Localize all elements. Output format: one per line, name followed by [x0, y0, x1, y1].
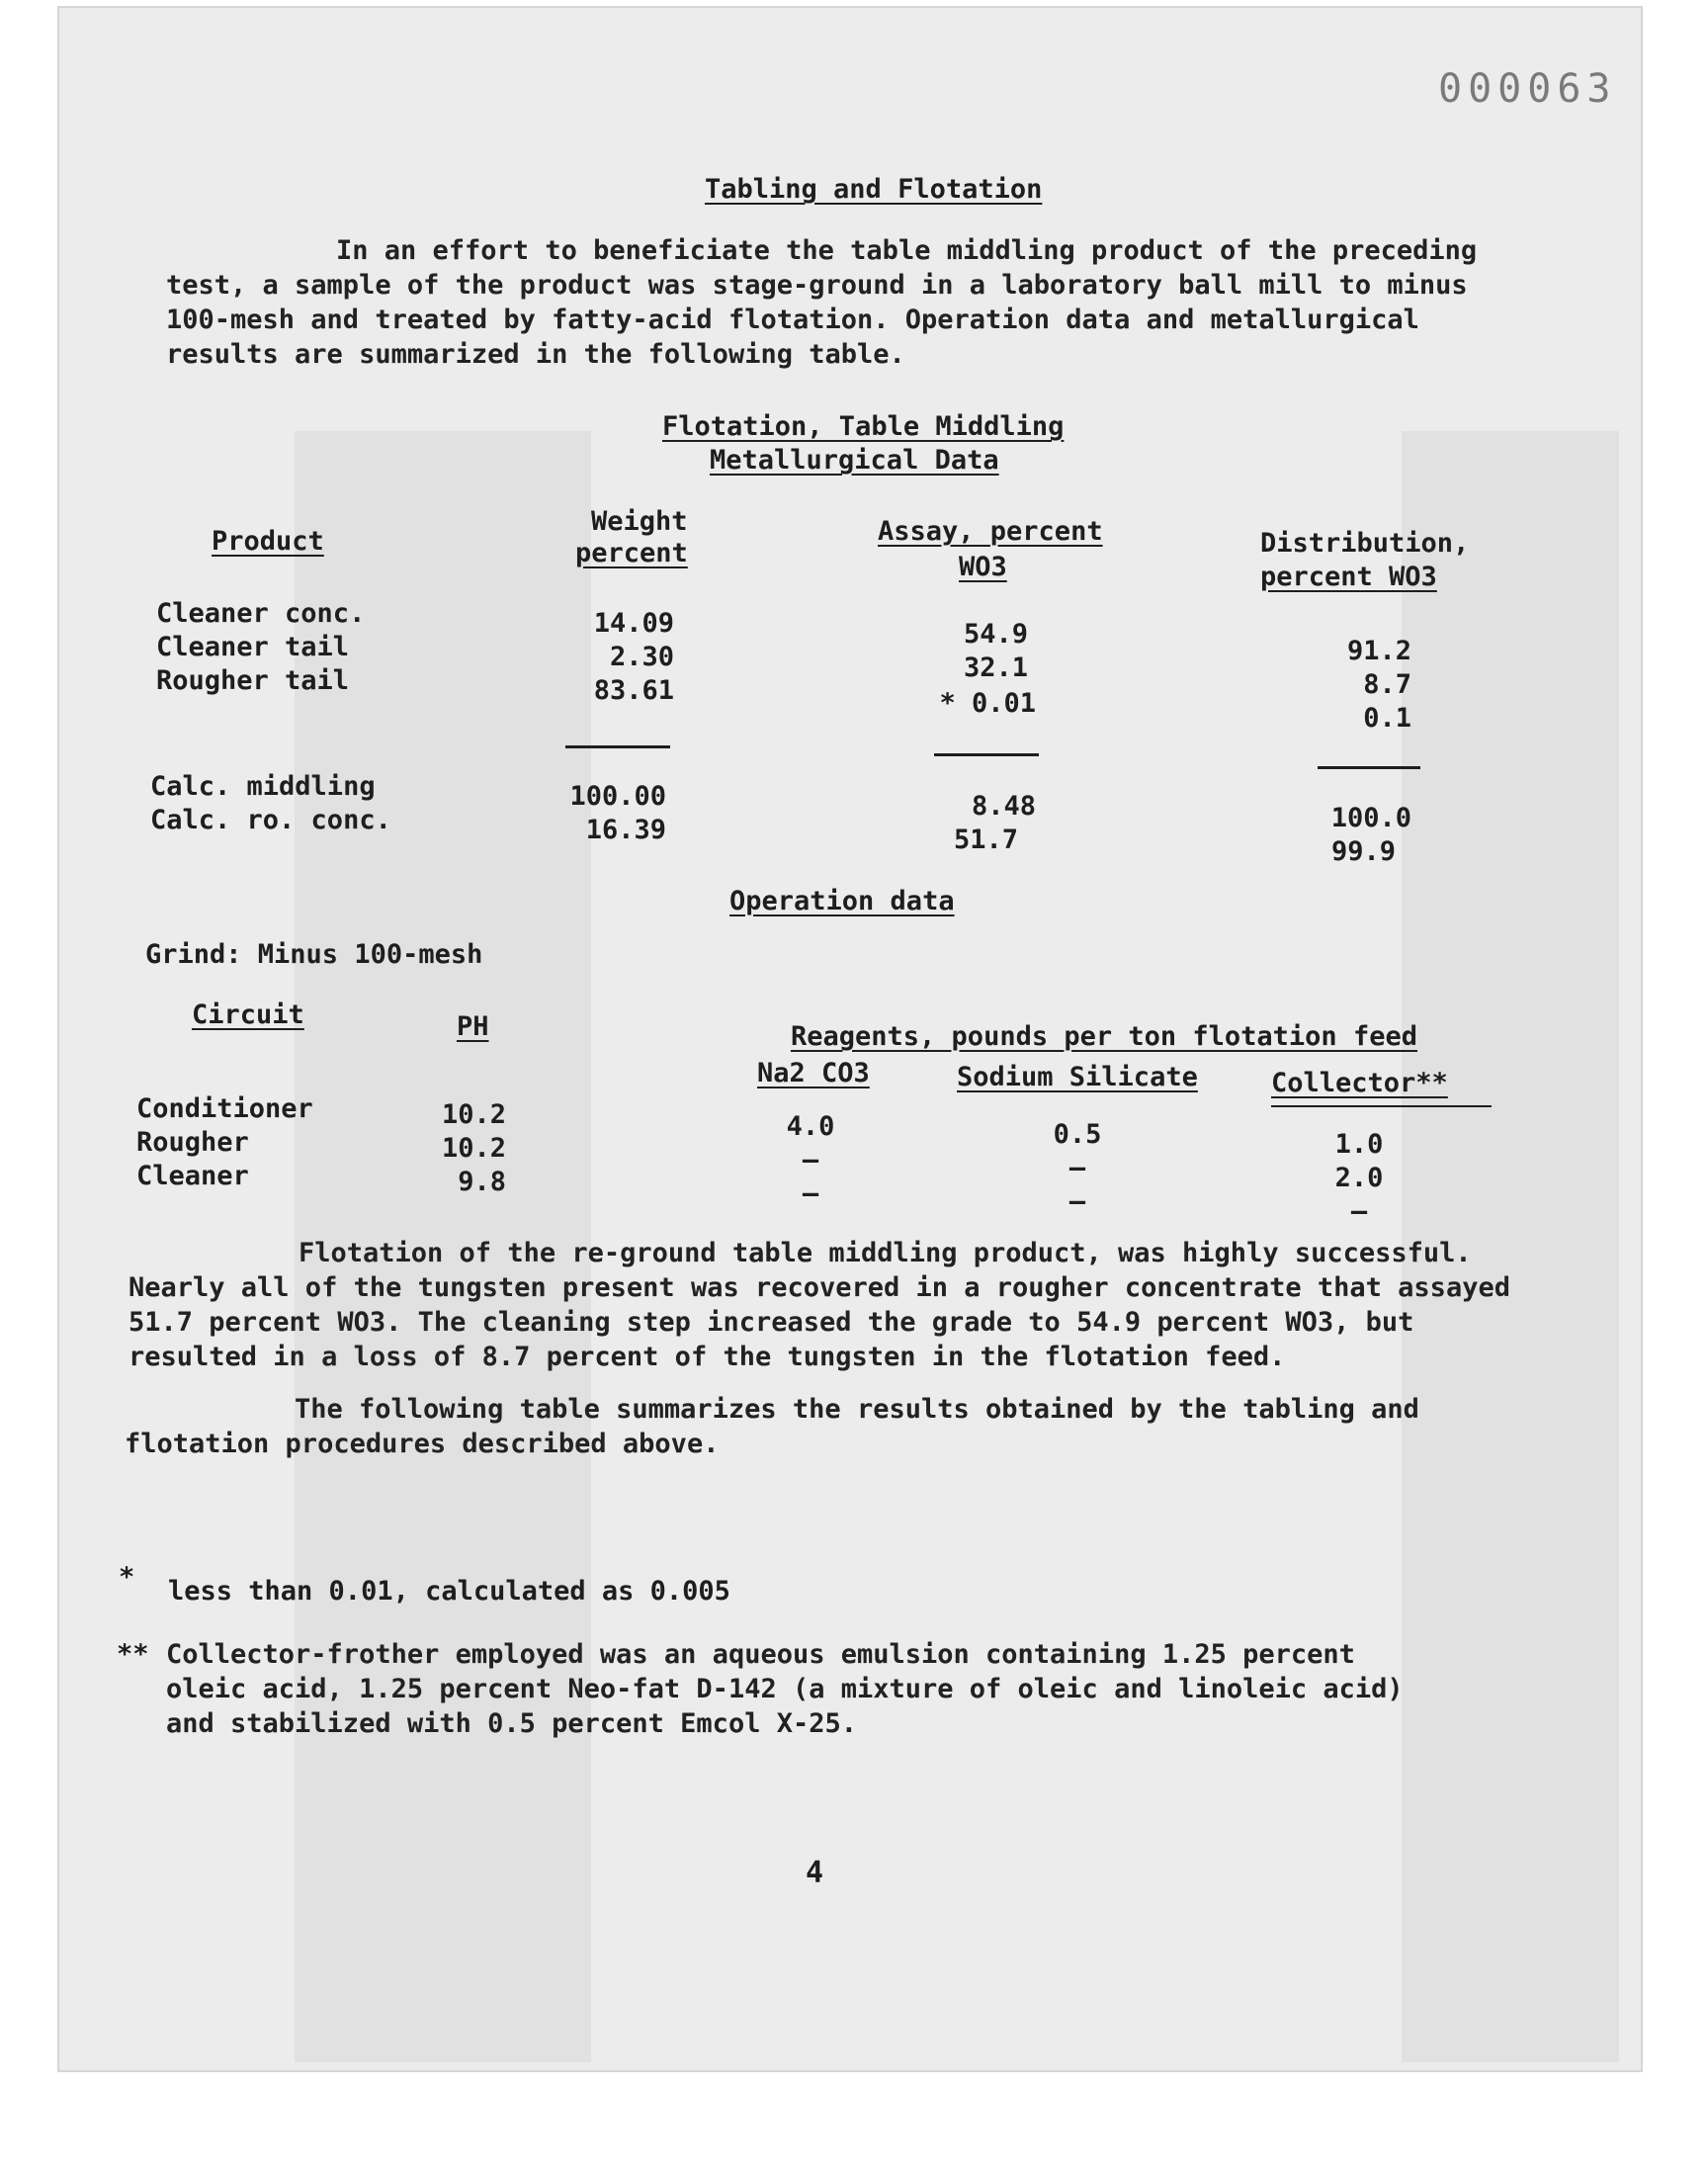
row3-distribution: 0.1: [1363, 703, 1411, 734]
footnote2-mark: **: [117, 1639, 149, 1670]
na2co3-row1: 4.0: [786, 1111, 835, 1142]
calc2-distribution: 99.9: [1330, 836, 1396, 867]
circuit-row2: Rougher: [136, 1127, 249, 1158]
footnote2-text: Collector-frother employed was an aqueous emulsion containing 1.25 percent oleic acid, 1.25 percent Neo-fat D-142 (a mixture of oleic and linoleic acid) and stabilized with 0.5 percent Emcol X-25.: [166, 1639, 1404, 1739]
intro-paragraph: [166, 233, 1525, 372]
calc2-assay: 51.7: [953, 825, 1018, 855]
footnote1-mark: *: [119, 1562, 135, 1593]
header-sodium-silicate: Sodium Silicate: [957, 1062, 1198, 1092]
intro-text: In an effort to beneficiate the table middling product of the preceding test, a sample of the product was stage-ground in a laboratory ball mill to minus 100-mesh and treated by fatty-acid flotation. Operation data and metallurgical results are summarized in the following table.: [166, 235, 1478, 370]
table2-title: Operation data: [729, 886, 955, 916]
row1-product: Cleaner conc.: [156, 598, 366, 629]
silicate-row1: 0.5: [1053, 1119, 1102, 1150]
header-weight-2: percent: [575, 538, 688, 568]
silicate-row2: —: [1068, 1153, 1086, 1183]
header-assay-2: WO3: [959, 552, 1007, 582]
table1-title: Flotation, Table Middling: [662, 411, 1065, 442]
silicate-row3: —: [1068, 1186, 1086, 1217]
calc2-weight: 16.39: [585, 815, 666, 845]
summary-paragraph: [125, 1392, 1528, 1461]
row2-product: Cleaner tail: [156, 632, 350, 662]
result-text: Flotation of the re-ground table middling product, was highly successful. Nearly all of the tungsten present was recovered in a rougher concentrate that assayed 51.7 percent WO3. The cleaning step increased the grade to 54.9 percent WO3, but resulted in a loss of 8.7 percent of the tungsten in the flotation feed.: [128, 1238, 1510, 1372]
row3-weight: 83.61: [593, 675, 674, 706]
row3-product: Rougher tail: [156, 665, 350, 696]
calc1-weight: 100.00: [569, 781, 666, 812]
calc1-product: Calc. middling: [150, 771, 376, 802]
footnote2-body: [166, 1637, 1441, 1741]
header-na2co3: Na2 CO3: [757, 1058, 870, 1088]
header-circuit: Circuit: [192, 1000, 304, 1030]
header-assay-1: Assay, percent: [878, 516, 1103, 547]
total-rule-weight: [565, 745, 670, 748]
header-collector: Collector**: [1271, 1068, 1448, 1098]
row2-distribution: 8.7: [1363, 669, 1411, 700]
row1-weight: 14.09: [593, 608, 674, 639]
header-reagents: Reagents, pounds per ton flotation feed: [791, 1021, 1417, 1052]
row2-weight: 2.30: [609, 642, 674, 672]
circuit-row1: Conditioner: [136, 1093, 313, 1124]
ph-row3: 9.8: [458, 1167, 506, 1197]
section-title: Tabling and Flotation: [705, 174, 1043, 205]
calc1-distribution: 100.0: [1330, 803, 1411, 833]
row1-assay: 54.9: [963, 619, 1028, 650]
result-paragraph: [128, 1236, 1532, 1374]
total-rule-distribution: [1318, 766, 1420, 769]
circuit-row3: Cleaner: [136, 1161, 249, 1191]
header-distribution-2: percent WO3: [1260, 562, 1437, 592]
header-ph: PH: [457, 1011, 489, 1042]
ph-row1: 10.2: [441, 1099, 506, 1130]
header-distribution-1: Distribution,: [1260, 528, 1470, 559]
collector-header-rule: [1271, 1105, 1492, 1107]
calc2-product: Calc. ro. conc.: [150, 805, 391, 835]
table1-subtitle: Metallurgical Data: [710, 445, 999, 476]
ph-row2: 10.2: [441, 1133, 506, 1164]
row1-distribution: 91.2: [1346, 636, 1411, 666]
footnote1-text: less than 0.01, calculated as 0.005: [168, 1576, 730, 1607]
row3-assay: * 0.01: [939, 688, 1036, 719]
header-weight-1: Weight: [591, 506, 688, 537]
collector-row2: 2.0: [1334, 1163, 1384, 1193]
page-id: 000063: [1438, 66, 1617, 112]
page-number: 4: [806, 1856, 824, 1890]
na2co3-row3: —: [802, 1178, 819, 1209]
collector-row1: 1.0: [1334, 1129, 1384, 1160]
header-product: Product: [212, 526, 324, 557]
summary-text: The following table summarizes the results obtained by the tabling and flotation procedures described above.: [125, 1394, 1419, 1459]
calc1-assay: 8.48: [971, 791, 1036, 822]
grind-label: Grind: Minus 100-mesh: [145, 939, 483, 970]
na2co3-row2: —: [802, 1145, 819, 1175]
total-rule-assay: [934, 753, 1039, 756]
row2-assay: 32.1: [963, 652, 1028, 683]
collector-row3: —: [1350, 1196, 1368, 1227]
